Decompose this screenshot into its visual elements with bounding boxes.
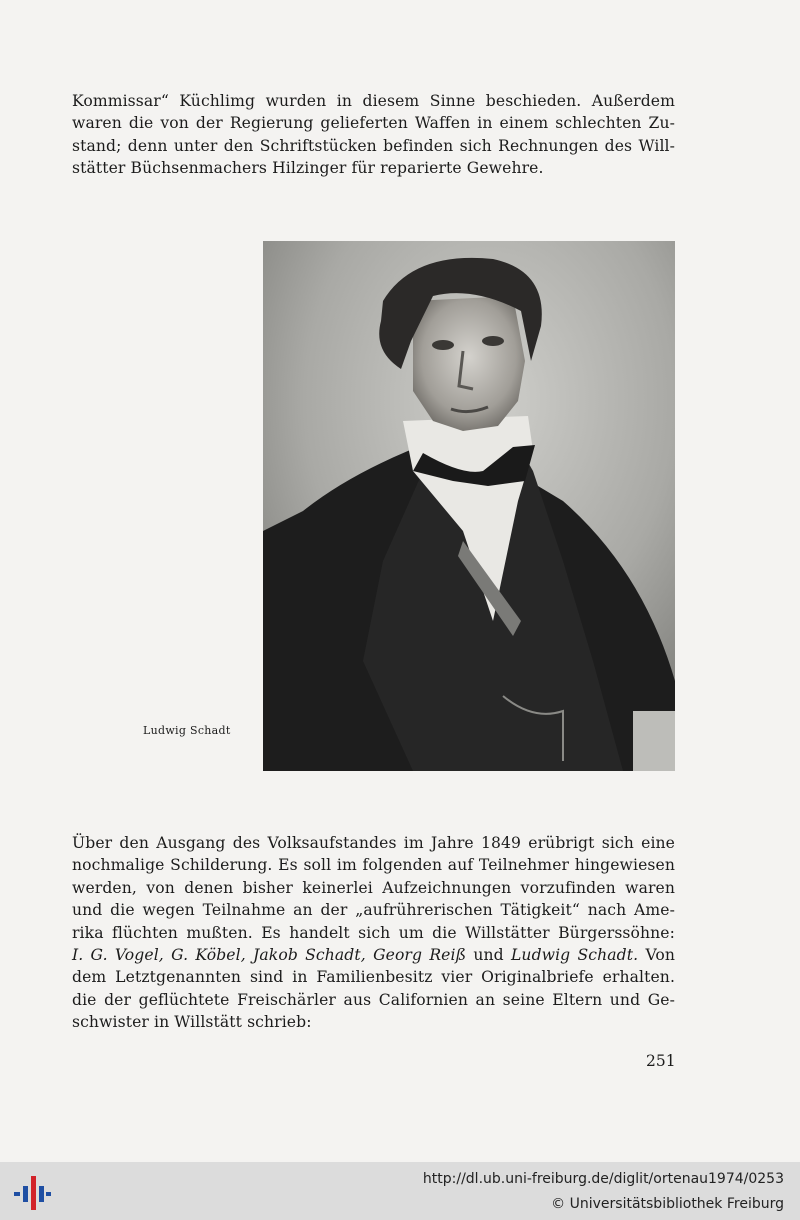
footer-bar bbox=[0, 1162, 800, 1220]
line-tail: Von bbox=[645, 945, 675, 964]
copyright-notice: © Universitätsbibliothek Freiburg bbox=[551, 1196, 784, 1212]
document-url[interactable]: http://dl.ub.uni-freiburg.de/diglit/ortenau1974/0253 bbox=[422, 1171, 784, 1187]
person-name: G. Köbel, bbox=[171, 945, 246, 964]
text-line: und die wegen Teilnahme an der „aufrührerischen Tätigkeit“ nach Ame- bbox=[72, 901, 675, 920]
text-line: werden, von denen bisher keinerlei Aufzeichnungen vorzufinden waren bbox=[72, 878, 675, 897]
main-paragraph bbox=[72, 832, 675, 1034]
text-line: stand; denn unter den Schriftstücken befinden sich Rechnungen des Will- bbox=[72, 136, 675, 155]
library-logo-icon bbox=[12, 1172, 52, 1216]
text-line: nochmalige Schilderung. Es soll im folgenden auf Teilnehmer hingewiesen bbox=[72, 856, 675, 875]
person-name: I. G. Vogel, bbox=[72, 945, 164, 964]
person-name: Georg Reiß bbox=[373, 945, 467, 964]
text-line: Kommissar“ Küchlimg wurden in diesem Sinne beschieden. Außerdem bbox=[72, 92, 675, 110]
text-line: rika flüchten mußten. Es handelt sich um die Willstätter Bürgerssöhne: bbox=[72, 923, 675, 942]
page-number: 251 bbox=[646, 1052, 676, 1070]
person-name: Ludwig Schadt. bbox=[510, 945, 639, 964]
conjunction: und bbox=[473, 945, 504, 964]
text-line: Über den Ausgang des Volksaufstandes im Jahre 1849 erübrigt sich eine bbox=[72, 834, 675, 852]
portrait-photo bbox=[263, 241, 675, 771]
intro-paragraph bbox=[72, 90, 675, 180]
text-line: die der geflüchtete Freischärler aus Californien an seine Eltern und Ge- bbox=[72, 990, 675, 1009]
photo-caption: Ludwig Schadt bbox=[143, 724, 231, 737]
text-line: stätter Büchsenmachers Hilzinger für reparierte Gewehre. bbox=[72, 159, 544, 178]
text-line: waren die von der Regierung gelieferten Waffen in einem schlechten Zu- bbox=[72, 114, 675, 133]
names-line bbox=[72, 944, 675, 966]
person-name: Jakob Schadt, bbox=[253, 945, 366, 964]
text-line: schwister in Willstätt schrieb: bbox=[72, 1013, 312, 1032]
text-line: dem Letztgenannten sind in Familienbesitz vier Originalbriefe erhalten. bbox=[72, 968, 675, 987]
